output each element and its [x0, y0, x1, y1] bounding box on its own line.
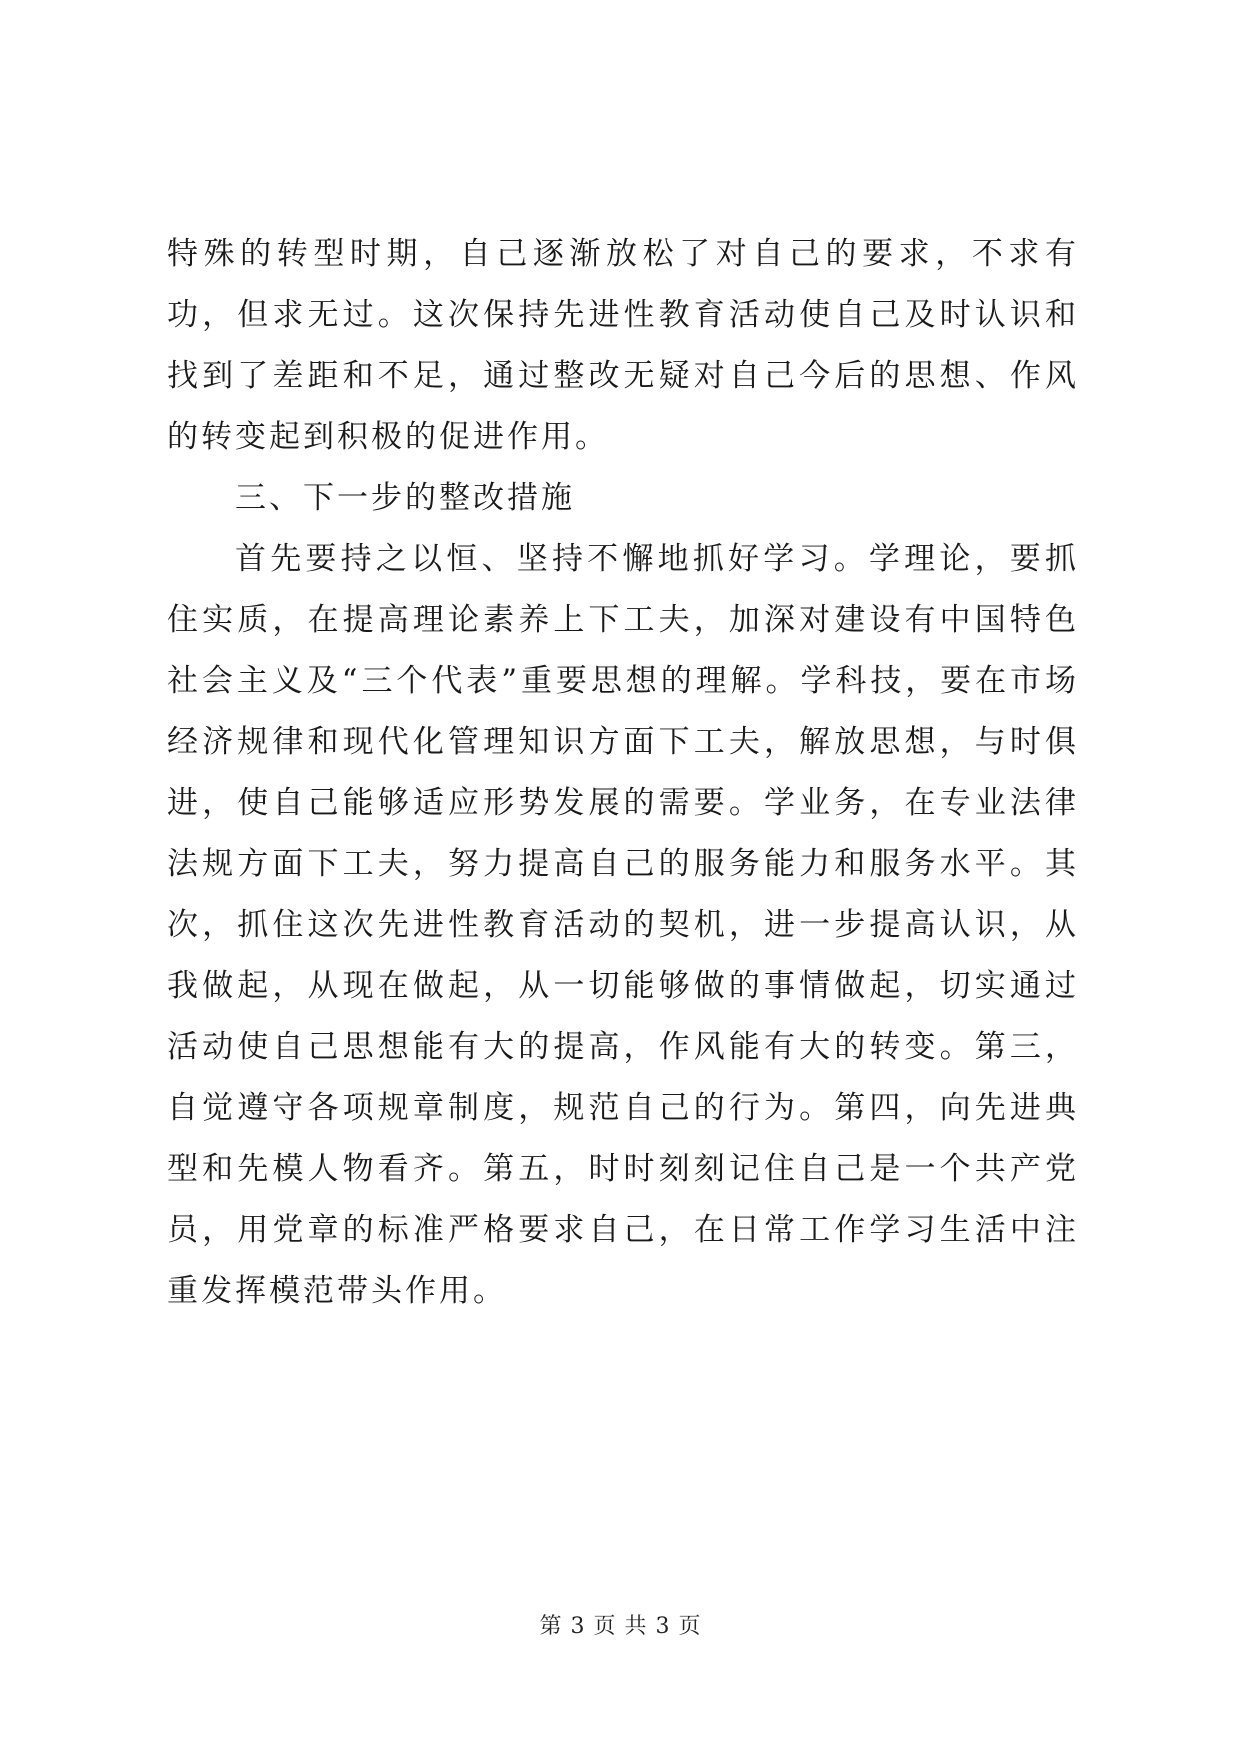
paragraph-continuation: 特殊的转型时期，自己逐渐放松了对自己的要求，不求有功，但求无过。这次保持先进性教育活动使自己及时认识和找到了差距和不足，通过整改无疑对自己今后的思想、作风的转变起到积极的促进作用。	[167, 236, 1079, 455]
document-body	[167, 224, 1079, 1322]
page-number-footer: 第 3 页 共 3 页	[539, 1614, 702, 1639]
section-heading: 三、下一步的整改措施	[235, 480, 575, 516]
paragraph-measures: 首先要持之以恒、坚持不懈地抓好学习。学理论，要抓住实质，在提高理论素养上下工夫，加深对建设有中国特色社会主义及“三个代表”重要思想的理解。学科技，要在市场经济规律和现代化管理知识方面下工夫，解放思想，与时俱进，使自己能够适应形势发展的需要。学业务，在专业法律法规方面下工夫，努力提高自己的服务能力和服务水平。其次，抓住这次先进性教育活动的契机，进一步提高认识，从我做起，从现在做起，从一切能够做的事情做起，切实通过活动使自己思想能有大的提高，作风能有大的转变。第三，自觉遵守各项规章制度，规范自己的行为。第四，向先进典型和先模人物看齐。第五，时时刻刻记住自己是一个共产党员，用党章的标准严格要求自己，在日常工作学习生活中注重发挥模范带头作用。	[167, 541, 1079, 1309]
